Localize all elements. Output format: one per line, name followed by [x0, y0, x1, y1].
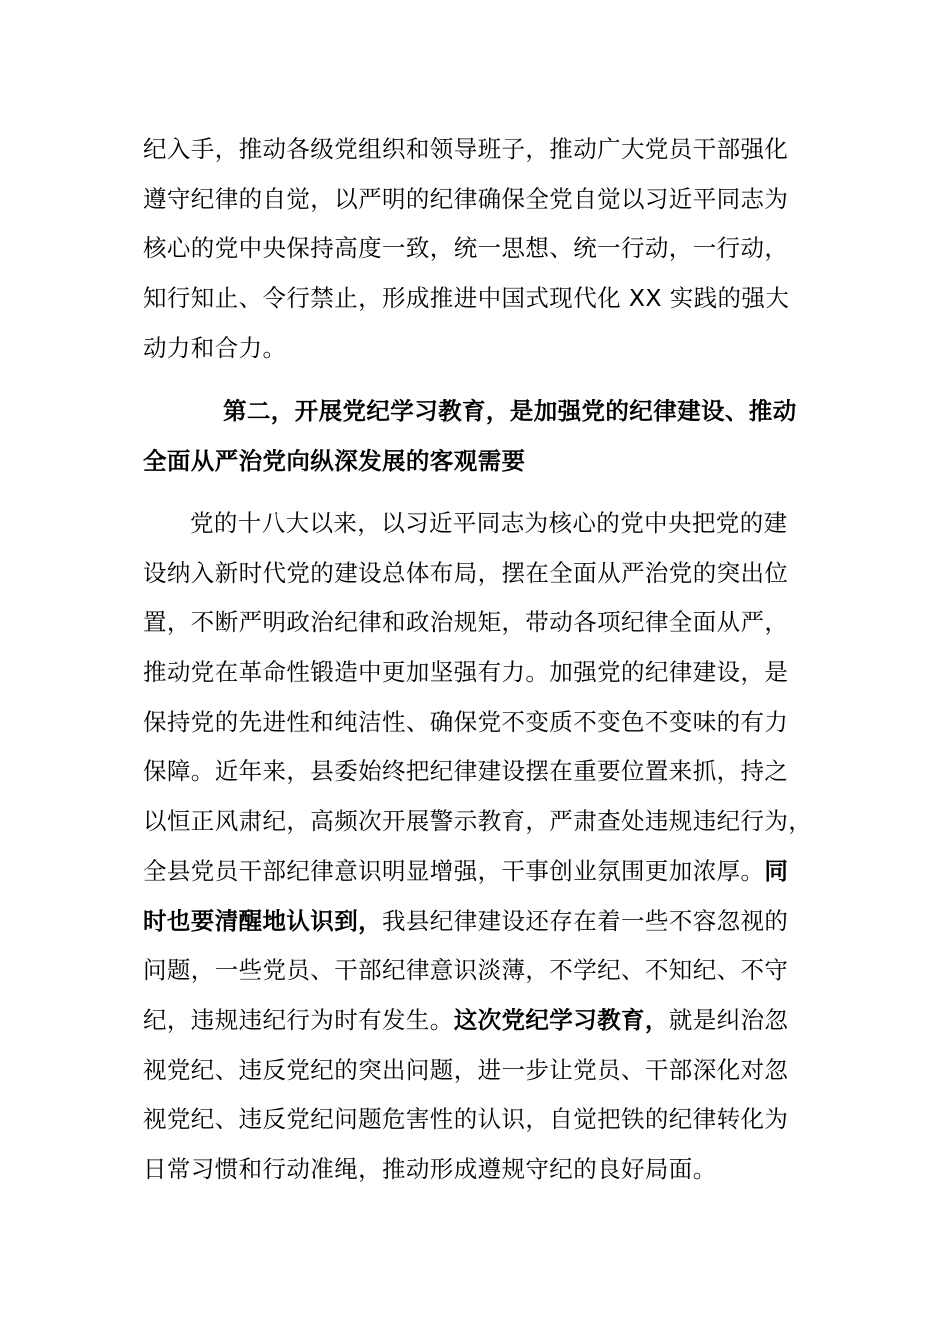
section-heading	[143, 387, 843, 486]
text-line: 保持党的先进性和纯洁性、确保党不变质不变色不变味的有力	[143, 707, 789, 736]
text-line: 设纳入新时代党的建设总体布局，摆在全面从严治党的突出位	[143, 558, 789, 587]
text-line	[143, 847, 843, 897]
bold-text-span: 这次党纪学习教育，	[453, 1005, 669, 1034]
text-line	[143, 897, 843, 947]
text-line: 以恒正风肃纪，高频次开展警示教育，严肃查处违规违纪行为，	[143, 807, 813, 836]
bold-text-span: 同	[764, 856, 789, 885]
text-line	[143, 996, 843, 1046]
text-line: 核心的党中央保持高度一致，统一思想、统一行动，一行动，	[143, 234, 789, 263]
text-line: 推动党在革命性锻造中更加坚强有力。加强党的纪律建设，是	[143, 658, 789, 687]
text-span: 就是纠治忽	[668, 1005, 789, 1034]
heading-line: 第二，开展党纪学习教育，是加强党的纪律建设、推动	[223, 397, 797, 425]
text-line: 党的十八大以来，以习近平同志为核心的党中央把党的建	[190, 509, 788, 537]
text-span: 我县纪律建设还存在着一些不容忽视的	[382, 906, 789, 935]
text-line: 置，不断严明政治纪律和政治规矩，带动各项纪律全面从严，	[143, 608, 789, 637]
text-line: 遵守纪律的自觉，以严明的纪律确保全党自觉以习近平同志为	[143, 184, 789, 213]
text-line: 知行知止、令行禁止，形成推进中国式现代化 XX 实践的强大	[143, 284, 790, 313]
paragraph-continuation	[143, 125, 843, 373]
text-line: 动力和合力。	[143, 333, 287, 362]
text-span: 纪，违规违纪行为时有发生。	[143, 1005, 454, 1034]
paragraph-body	[143, 499, 843, 1195]
text-line: 视党纪、违反党纪问题危害性的认识，自觉把铁的纪律转化为	[143, 1105, 789, 1134]
bold-text-span: 时也要清醒地认识到，	[143, 906, 382, 935]
text-span: 全县党员干部纪律意识明显增强，干事创业氛围更加浓厚。	[143, 856, 765, 885]
text-line: 问题，一些党员、干部纪律意识淡薄，不学纪、不知纪、不守	[143, 956, 789, 985]
text-line: 视党纪、违反党纪的突出问题，进一步让党员、干部深化对忽	[143, 1055, 789, 1084]
text-line: 保障。近年来，县委始终把纪律建设摆在重要位置来抓，持之	[143, 757, 789, 786]
text-line: 纪入手，推动各级党组织和领导班子，推动广大党员干部强化	[143, 135, 789, 163]
text-line: 日常习惯和行动准绳，推动形成遵规守纪的良好局面。	[143, 1154, 717, 1183]
heading-line: 全面从严治党向纵深发展的客观需要	[143, 446, 526, 475]
